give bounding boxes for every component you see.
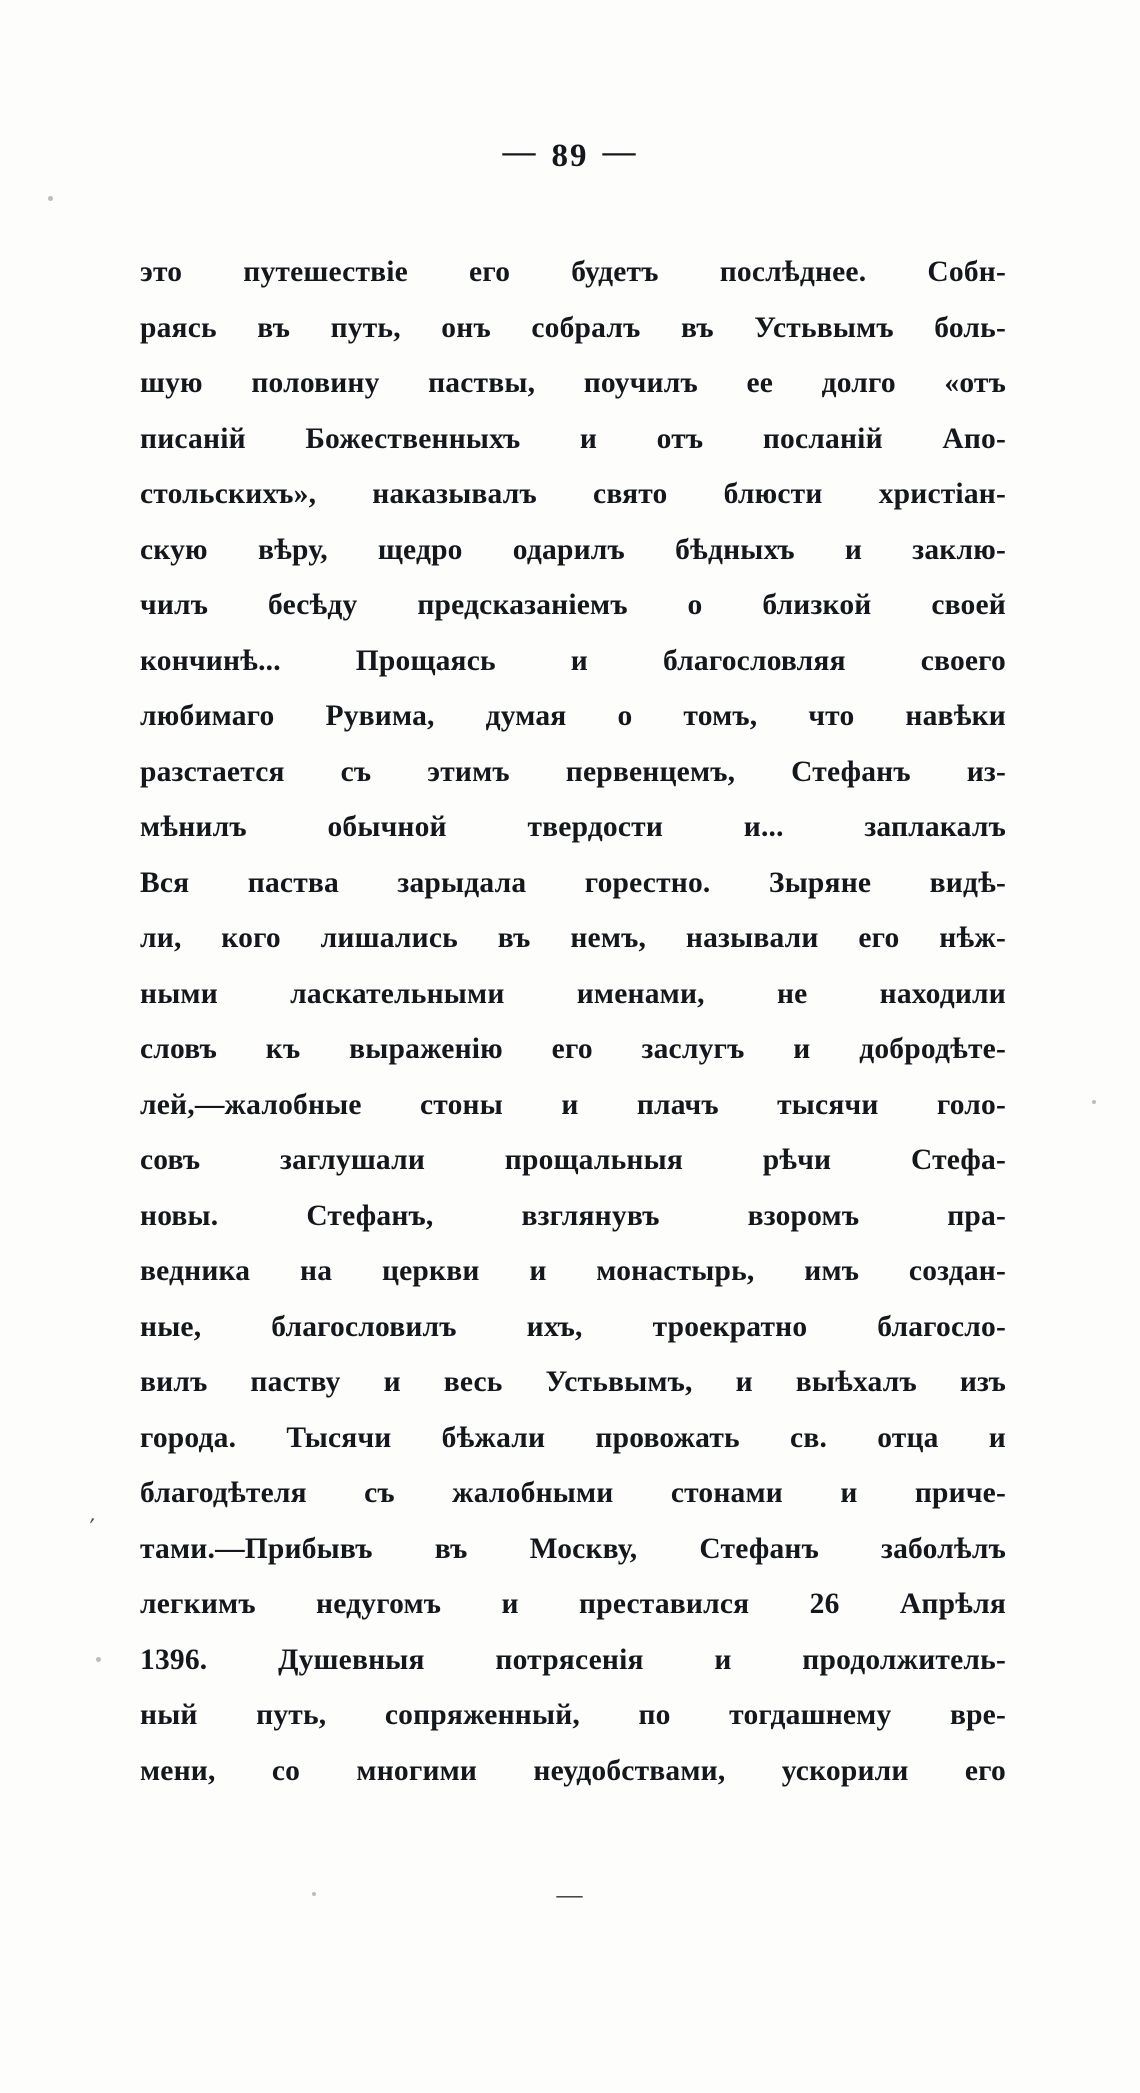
text-line: стольскихъ», наказывалъ свято блюсти христіан- — [140, 478, 1006, 510]
text-line: раясь въ путь, онъ собралъ въ Устьвымъ боль- — [140, 311, 1006, 344]
text-line: совъ заглушали прощальныя рѣчи Стефа- — [140, 1144, 1006, 1176]
text-line: ные, благословилъ ихъ, троекратно благосло- — [140, 1310, 1006, 1343]
page-number — [0, 134, 1140, 175]
text-line: разстается съ этимъ первенцемъ, Стефанъ из- — [140, 755, 1006, 788]
text-line: ными ласкательными именами, не находили — [140, 977, 1006, 1010]
body-text — [140, 245, 1006, 1799]
page-number-value: 89 — [551, 138, 589, 174]
text-line: ный путь, сопряженный, по тогдашнему вре- — [140, 1699, 1006, 1731]
text-line: кончинѣ... Прощаясь и благословляя своего — [140, 644, 1006, 677]
text-line: мѣнилъ обычной твердости и... заплакалъ — [140, 811, 1006, 843]
text-line: скую вѣру, щедро одарилъ бѣдныхъ и заклю- — [140, 533, 1006, 566]
paper-speck — [48, 196, 53, 201]
text-line: чилъ бесѣду предсказаніемъ о близкой своей — [140, 589, 1006, 621]
footer-mark: — — [556, 1880, 584, 1909]
text-line: мени, со многими неудобствами, ускорили его — [140, 1754, 1006, 1787]
stray-pen-mark: ʹ — [84, 1512, 97, 1539]
page-number-dash-left: — — [502, 134, 538, 170]
text-line: любимаго Рувима, думая о томъ, что навѣки — [140, 700, 1006, 732]
text-line: 1396. Душевныя потрясенія и продолжитель- — [140, 1643, 1006, 1676]
text-line: лей,—жалобные стоны и плачъ тысячи голо- — [140, 1088, 1006, 1121]
paper-speck — [1092, 1100, 1096, 1104]
text-line: города. Тысячи бѣжали провожать св. отца и — [140, 1421, 1006, 1454]
text-line: легкимъ недугомъ и преставился 26 Апрѣля — [140, 1588, 1006, 1620]
text-line: благодѣтеля съ жалобными стонами и приче- — [140, 1477, 1006, 1509]
paper-speck — [312, 1892, 316, 1896]
text-line: писаній Божественныхъ и отъ посланій Апо- — [140, 422, 1006, 455]
text-line: это путешествіе его будетъ послѣднее. Собн- — [140, 256, 1006, 288]
page-number-dash-right: — — [602, 134, 638, 170]
text-line: новы. Стефанъ, взглянувъ взоромъ пра- — [140, 1199, 1006, 1232]
text-line: шую половину паствы, поучилъ ее долго «отъ — [140, 367, 1006, 399]
paper-speck — [96, 1657, 101, 1662]
text-line: Вся паства зарыдала горестно. Зыряне видѣ- — [140, 866, 1006, 899]
text-line: ведника на церкви и монастырь, имъ создан- — [140, 1255, 1006, 1287]
text-line: тами.—Прибывъ въ Москву, Стефанъ заболѣлъ — [140, 1532, 1006, 1565]
text-line: вилъ паству и весь Устьвымъ, и выѣхалъ изъ — [140, 1366, 1006, 1398]
text-line: ли, кого лишались въ немъ, называли его нѣж- — [140, 922, 1006, 954]
text-line: словъ къ выраженію его заслугъ и добродѣте- — [140, 1033, 1006, 1065]
